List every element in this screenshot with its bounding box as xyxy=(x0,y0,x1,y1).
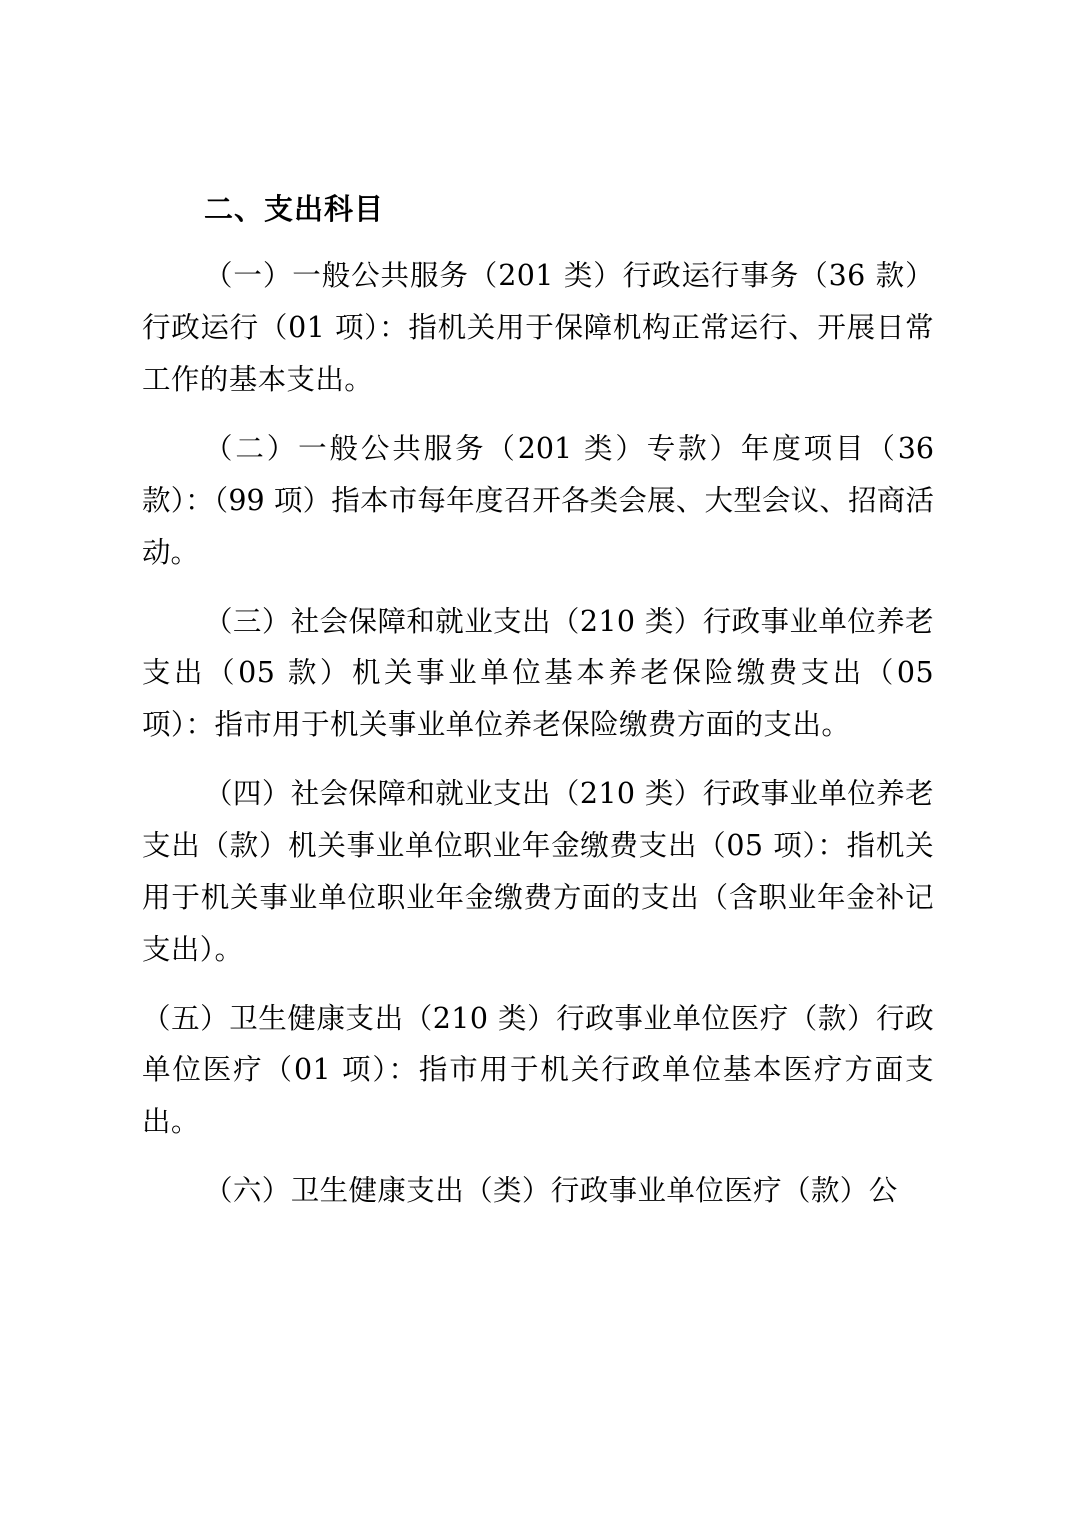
paragraph-item-2: （二）一般公共服务（201 类）专款）年度项目（36 款）：（99 项）指本市每年度召开各类会展、大型会议、招商活动。 xyxy=(142,431,934,569)
paragraph-item-6: （六）卫生健康支出（类）行政事业单位医疗（款）公 xyxy=(204,1174,898,1208)
paragraph-item-3: （三）社会保障和就业支出（210 类）行政事业单位养老支出（05 款）机关事业单位基本养老保险缴费支出（05 项）：指市用于机关事业单位养老保险缴费方面的支出。 xyxy=(142,604,934,742)
section-heading: 二、支出科目 xyxy=(204,192,385,226)
paragraph-item-4: （四）社会保障和就业支出（210 类）行政事业单位养老支出（款）机关事业单位职业年金缴费支出（05 项）：指机关用于机关事业单位职业年金缴费方面的支出（含职业年金补记支出）。 xyxy=(142,777,934,966)
paragraph-item-1: （一）一般公共服务（201 类）行政运行事务（36 款）行政运行（01 项）：指机关用于保障机构正常运行、开展日常工作的基本支出。 xyxy=(142,259,934,397)
paragraph-item-5: （五）卫生健康支出（210 类）行政事业单位医疗（款）行政单位医疗（01 项）：指市用于机关行政单位基本医疗方面支出。 xyxy=(142,1001,934,1139)
